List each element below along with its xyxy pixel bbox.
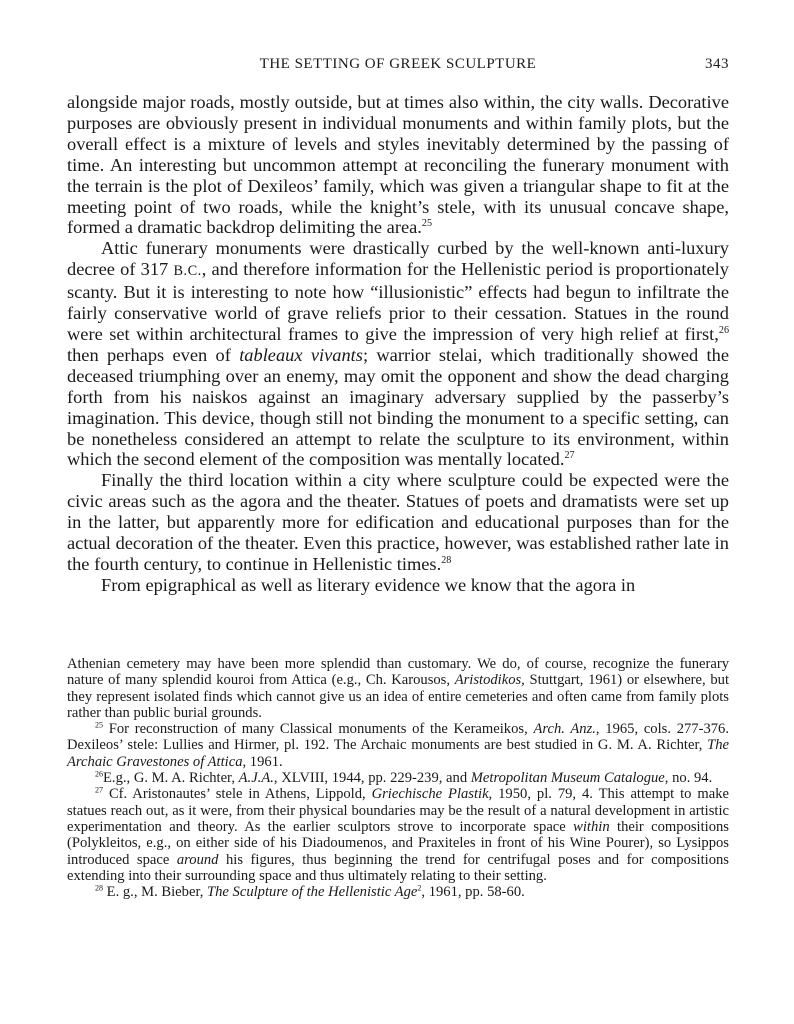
footnote-ref-26: 26 <box>718 324 729 336</box>
bc-abbrev: B.C. <box>173 263 202 280</box>
footnote-ref-28: 28 <box>441 554 452 566</box>
footnote-ref-25: 25 <box>421 218 433 230</box>
running-title: THE SETTING OF GREEK SCULPTURE <box>259 56 537 72</box>
footnote-continuation: Athenian cemetery may have been more splendid than customary. We do, of course, recognize the funerary nature of many splendid kouroi from Attica (e.g., Ch. Karousos, Aristodikos, Stuttgart, 1961) or elsewhere, but they represent isolated finds which cannot give us an idea of entire cemeteries and often came from family plots rather than public burial grounds. <box>67 656 729 721</box>
footnote-25: $^{25}$ For reconstruction of many Classical monuments of the Kerameikos, Arch. Anz., 1965, cols. 277-376. Dexileos’ stele: Lullies and Hirmer, pl. 192. The Archaic monuments are best studied in G. M. A. Richter, The Archaic Gravestones of Attica, 1961. <box>67 720 729 770</box>
footnote-ref-27: 27 <box>564 450 575 462</box>
paragraph-2: Attic funerary monuments were drastically curbed by the well-known anti-luxury decree of 317 B.C., and therefore information for the Hellenistic period is proportionately scanty. But it is interesting to note how “illusionistic” effects had begun to infiltrate the fairly conservative world of grave reliefs prior to their cessation. Statues in the round were set within architectural frames to give the impression of very high relief at first,$^{26}$ then perhaps even of tableaux vivants; warrior stelai, which traditionally showed the deceased triumphing over an enemy, may omit the opponent and show the dead charging forth from his naiskos against an imaginary adversary supplied by the passerby’s imagination. This device, though still not binding the monument to a specific setting, can be nonetheless considered an attempt to relate the sculpture to its environment, within which the second element of the composition was mentally located.$^{27}$ <box>67 238 730 470</box>
page <box>67 56 729 596</box>
main-text <box>67 92 729 596</box>
paragraph-4: From epigraphical as well as literary evidence we know that the agora in <box>101 574 636 595</box>
footnote-28: $^{28}$ E. g., M. Bieber, The Sculpture of the Hellenistic Age$^2$, 1961, pp. 58-60. <box>95 883 525 901</box>
running-header <box>67 56 729 80</box>
footnote-26: $^{26}$E.g., G. M. A. Richter, A.J.A., XLVIII, 1944, pp. 229-239, and Metropolitan Museum Catalogue, no. 94. <box>95 769 713 787</box>
italic-phrase: tableaux vivants <box>239 344 363 365</box>
paragraph-1: alongside major roads, mostly outside, but at times also within, the city walls. Decorative purposes are obviously present in individual monuments and within family plots, but the overall effect is a mixture of levels and styles inevitably determined by the passing of time. An interesting but uncommon attempt at reconciling the funerary monument with the terrain is the plot of Dexileos’ family, which was given a triangular shape to fit at the meeting point of two roads, while the knight’s stele, with its unusual concave shape, formed a dramatic backdrop delimiting the area.$^{25}$ <box>67 92 729 238</box>
paragraph-3: Finally the third location within a city where sculpture could be expected were the civic areas such as the agora and the theater. Statues of poets and dramatists were set up in the latter, but apparently more for edification and educational purposes than for the actual decoration of the theater. Even this practice, however, was established rather late in the fourth century, to continue in Hellenistic times.$^{28}$ <box>67 470 729 574</box>
footnotes <box>67 656 729 900</box>
footnote-27: $^{27}$ Cf. Aristonautes’ stele in Athens, Lippold, Griechische Plastik, 1950, pl. 79, 4. This attempt to make statues reach out, as it were, from their physical boundaries may be the result of a natural development in artistic experimentation and theory. As the earlier sculptors strove to incorporate space within their compositions (Polykleitos, e.g., on either side of his Diadoumenos, and Praxiteles in front of his Wine Pourer), so Lysippos introduced space around his figures, thus beginning the trend for centrifugal poses and for compositions extending into their surrounding space and thus ultimately relating to their setting. <box>67 785 730 884</box>
page-number: 343 <box>705 56 729 72</box>
